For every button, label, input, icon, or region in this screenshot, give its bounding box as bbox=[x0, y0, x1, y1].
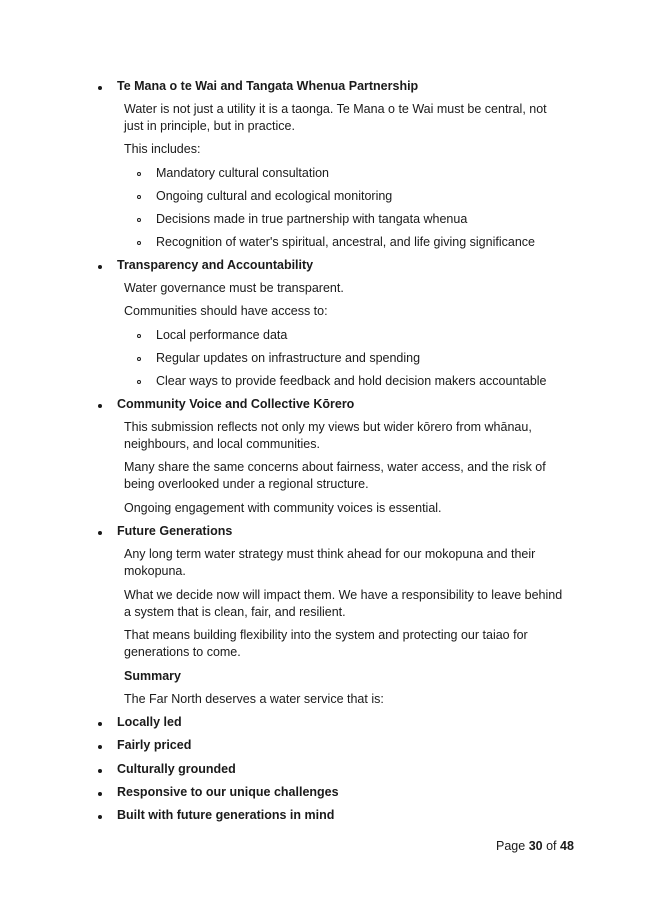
sub-bullet-icon bbox=[137, 195, 141, 199]
section-heading: Te Mana o te Wai and Tangata Whenua Partnership bbox=[117, 79, 419, 93]
bullet-icon bbox=[98, 815, 102, 819]
paragraph-line: being overlooked under a regional structure. bbox=[124, 477, 369, 491]
sub-bullet-icon bbox=[137, 380, 141, 384]
sub-bullet-icon bbox=[137, 218, 141, 222]
summary-point: Fairly priced bbox=[117, 738, 192, 752]
section-heading: Community Voice and Collective Kōrero bbox=[117, 397, 355, 411]
sub-bullet-icon bbox=[137, 172, 141, 176]
paragraph-line: This includes: bbox=[124, 142, 201, 156]
bullet-icon bbox=[98, 722, 102, 726]
bullet-icon bbox=[98, 531, 102, 535]
section-heading: Transparency and Accountability bbox=[117, 258, 314, 272]
sub-bullet-icon bbox=[137, 241, 141, 245]
list-item: Recognition of water's spiritual, ancestral, and life giving significance bbox=[156, 235, 535, 249]
bullet-icon bbox=[98, 404, 102, 408]
page-label: Page bbox=[496, 839, 526, 853]
paragraph-line: Ongoing engagement with community voices is essential. bbox=[124, 501, 442, 515]
summary-point: Locally led bbox=[117, 715, 182, 729]
list-item: Local performance data bbox=[156, 328, 288, 342]
page-number bbox=[496, 838, 574, 855]
summary-point: Responsive to our unique challenges bbox=[117, 785, 339, 799]
paragraph-line: This submission reflects not only my views but wider kōrero from whānau, bbox=[124, 420, 532, 434]
bullet-icon bbox=[98, 769, 102, 773]
page-total: 48 bbox=[560, 839, 574, 853]
paragraph-line: What we decide now will impact them. We have a responsibility to leave behind bbox=[124, 588, 563, 602]
bullet-icon bbox=[98, 86, 102, 90]
paragraph-line: That means building flexibility into the system and protecting our taiao for bbox=[124, 628, 528, 642]
paragraph-line: mokopuna. bbox=[124, 564, 186, 578]
list-item: Clear ways to provide feedback and hold decision makers accountable bbox=[156, 374, 547, 388]
bullet-icon bbox=[98, 745, 102, 749]
page-current: 30 bbox=[528, 839, 543, 853]
list-item: Ongoing cultural and ecological monitoring bbox=[156, 189, 393, 203]
paragraph-line: just in principle, but in practice. bbox=[124, 119, 295, 133]
bullet-icon bbox=[98, 792, 102, 796]
summary-intro: The Far North deserves a water service that is: bbox=[124, 692, 384, 706]
summary-point: Culturally grounded bbox=[117, 762, 236, 776]
paragraph-line: Communities should have access to: bbox=[124, 304, 328, 318]
sub-bullet-icon bbox=[137, 334, 141, 338]
section-heading: Future Generations bbox=[117, 524, 233, 538]
sub-bullet-icon bbox=[137, 357, 141, 361]
list-item: Regular updates on infrastructure and spending bbox=[156, 351, 421, 365]
list-item: Decisions made in true partnership with tangata whenua bbox=[156, 212, 468, 226]
list-item: Mandatory cultural consultation bbox=[156, 166, 330, 180]
paragraph-line: Any long term water strategy must think ahead for our mokopuna and their bbox=[124, 547, 536, 561]
paragraph-line: a system that is clean, fair, and resilient. bbox=[124, 605, 346, 619]
summary-heading: Summary bbox=[124, 669, 181, 683]
paragraph-line: neighbours, and local communities. bbox=[124, 437, 320, 451]
page-of-label: of bbox=[546, 839, 557, 853]
paragraph-line: Water governance must be transparent. bbox=[124, 281, 344, 295]
bullet-icon bbox=[98, 265, 102, 269]
paragraph-line: Many share the same concerns about fairness, water access, and the risk of bbox=[124, 460, 546, 474]
paragraph-line: generations to come. bbox=[124, 645, 241, 659]
summary-point: Built with future generations in mind bbox=[117, 808, 335, 822]
paragraph-line: Water is not just a utility it is a taonga. Te Mana o te Wai must be central, not bbox=[124, 102, 547, 116]
